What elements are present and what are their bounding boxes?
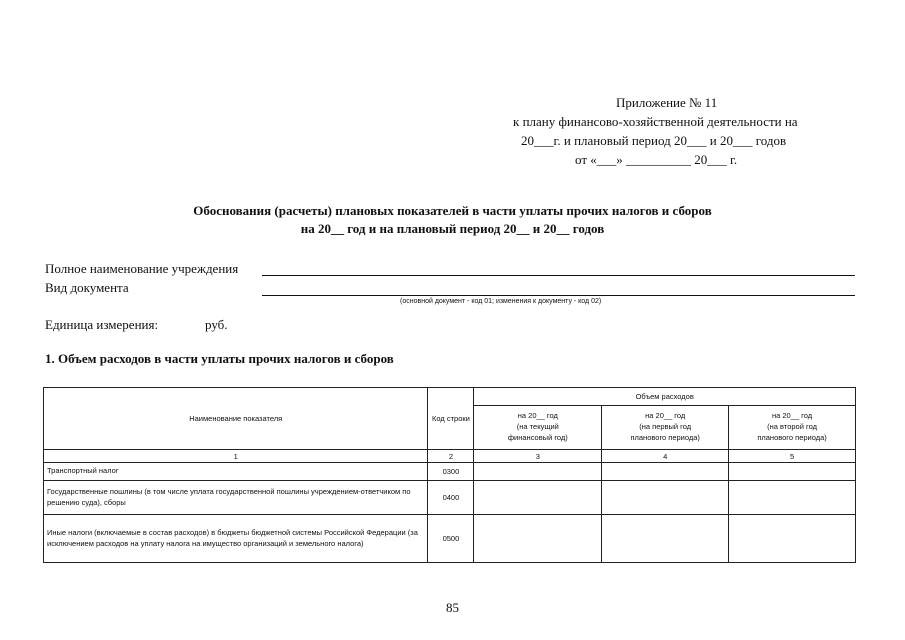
- column-number: 1: [44, 450, 428, 463]
- column-number: 4: [602, 450, 729, 463]
- unit-label: Единица измерения:: [45, 317, 159, 332]
- value-cell-year-1[interactable]: [474, 515, 602, 563]
- table-row: [44, 463, 856, 481]
- unit-value: руб.: [205, 317, 228, 332]
- value-cell-year-2[interactable]: [602, 481, 729, 515]
- page-number: 85: [446, 600, 459, 615]
- column-number: 3: [474, 450, 602, 463]
- doc-type-label: Вид документа: [45, 280, 129, 295]
- appendix-plan-ref: к плану финансово-хозяйственной деятельности на: [513, 114, 798, 129]
- value-cell-year-1[interactable]: [474, 463, 602, 481]
- document-title-line-2: на 20__ год и на плановый период 20__ и 20__ годов: [300, 221, 605, 236]
- row-name: Иные налоги (включаемые в состав расходов) в бюджеты бюджетной системы Российской Федерации (за исключением расходов на уплату налога на имущество организаций и земельного налога): [44, 515, 428, 563]
- row-code: 0500: [428, 515, 474, 563]
- table-row: [44, 515, 856, 563]
- document-title-line-1: Обоснования (расчеты) плановых показателей в части уплаты прочих налогов и сборов: [193, 203, 712, 218]
- column-number: 5: [729, 450, 856, 463]
- column-number: 2: [428, 450, 474, 463]
- table-row: [44, 481, 856, 515]
- value-cell-year-3[interactable]: [729, 463, 856, 481]
- header-indicator-name: Наименование показателя: [44, 388, 428, 450]
- appendix-number: Приложение № 11: [616, 95, 718, 110]
- institution-field[interactable]: [262, 275, 855, 276]
- row-name: Государственные пошлины (в том числе уплата государственной пошлины учреждением-ответчиком по решению суда), сборы: [44, 481, 428, 515]
- institution-label: Полное наименование учреждения: [45, 261, 239, 276]
- value-cell-year-1[interactable]: [474, 481, 602, 515]
- header-year-3: на 20__ год (на второй год планового периода): [729, 406, 856, 450]
- row-code: 0300: [428, 463, 474, 481]
- doc-type-field[interactable]: [262, 295, 855, 296]
- value-cell-year-3[interactable]: [729, 481, 856, 515]
- header-row-code: Код строки: [428, 388, 474, 450]
- value-cell-year-2[interactable]: [602, 515, 729, 563]
- value-cell-year-2[interactable]: [602, 463, 729, 481]
- doc-type-hint: (основной документ - код 01; изменения к документу - код 02): [400, 298, 602, 305]
- header-expense-volume: Объем расходов: [474, 388, 856, 406]
- header-year-2: на 20__ год (на первый год планового периода): [602, 406, 729, 450]
- header-year-1: на 20__ год (на текущий финансовый год): [474, 406, 602, 450]
- row-name: Транспортный налог: [44, 463, 428, 481]
- expenses-table: [43, 387, 856, 563]
- document-title: [0, 202, 905, 238]
- appendix-period: 20___г. и плановый период 20___ и 20___ годов: [521, 133, 787, 148]
- appendix-date: от «___» __________ 20___ г.: [575, 152, 738, 167]
- row-code: 0400: [428, 481, 474, 515]
- section-1-title: 1. Объем расходов в части уплаты прочих налогов и сборов: [45, 351, 394, 366]
- column-numbers-row: [44, 450, 856, 463]
- value-cell-year-3[interactable]: [729, 515, 856, 563]
